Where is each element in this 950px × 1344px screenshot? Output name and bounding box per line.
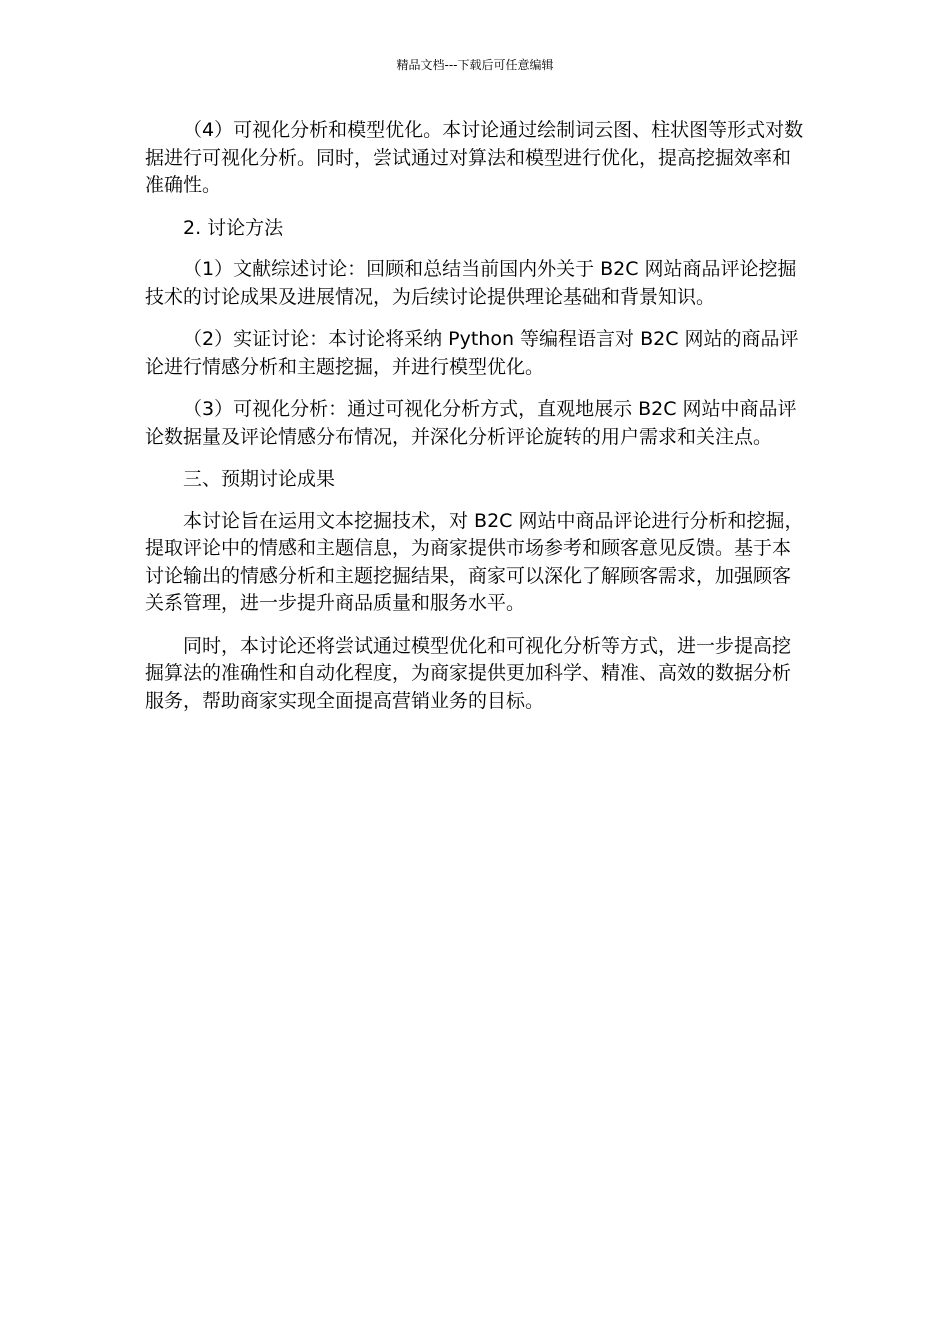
section-heading-methods: 2. 讨论方法 [183,216,284,239]
document-body [145,117,805,730]
page-header: 精品文档---下载后可任意编辑 [396,58,554,72]
paragraph-further-work: 同时，本讨论还将尝试通过模型优化和可视化分析等方式，进一步提高挖掘算法的准确性和自动化程度，为商家提供更加科学、精准、高效的数据分析服务，帮助商家实现全面提高营销业务的目标。 [145,634,792,712]
paragraph-visualization: （3）可视化分析：通过可视化分析方式，直观地展示 B2C 网站中商品评论数据量及评论情感分布情况，并深化分析评论旋转的用户需求和关注点。 [145,398,797,448]
paragraph-empirical-study: （2）实证讨论：本讨论将采纳 Python 等编程语言对 B2C 网站的商品评论进行情感分析和主题挖掘，并进行模型优化。 [145,328,799,378]
paragraph-research-aim: 本讨论旨在运用文本挖掘技术，对 B2C 网站中商品评论进行分析和挖掘，提取评论中的情感和主题信息，为商家提供市场参考和顾客意见反馈。基于本讨论输出的情感分析和主题挖掘结果，商家可以深化了解顾客需求，加强顾客关系管理，进一步提升商品质量和服务水平。 [145,509,804,614]
section-heading-expected-results: 三、预期讨论成果 [183,468,336,490]
paragraph-literature-review: （1）文献综述讨论：回顾和总结当前国内外关于 B2C 网站商品评论挖掘技术的讨论成果及进展情况，为后续讨论提供理论基础和背景知识。 [145,258,797,308]
paragraph-visual-analysis: （4）可视化分析和模型优化。本讨论通过绘制词云图、柱状图等形式对数据进行可视化分析。同时，尝试通过对算法和模型进行优化，提高挖掘效率和准确性。 [145,119,804,196]
